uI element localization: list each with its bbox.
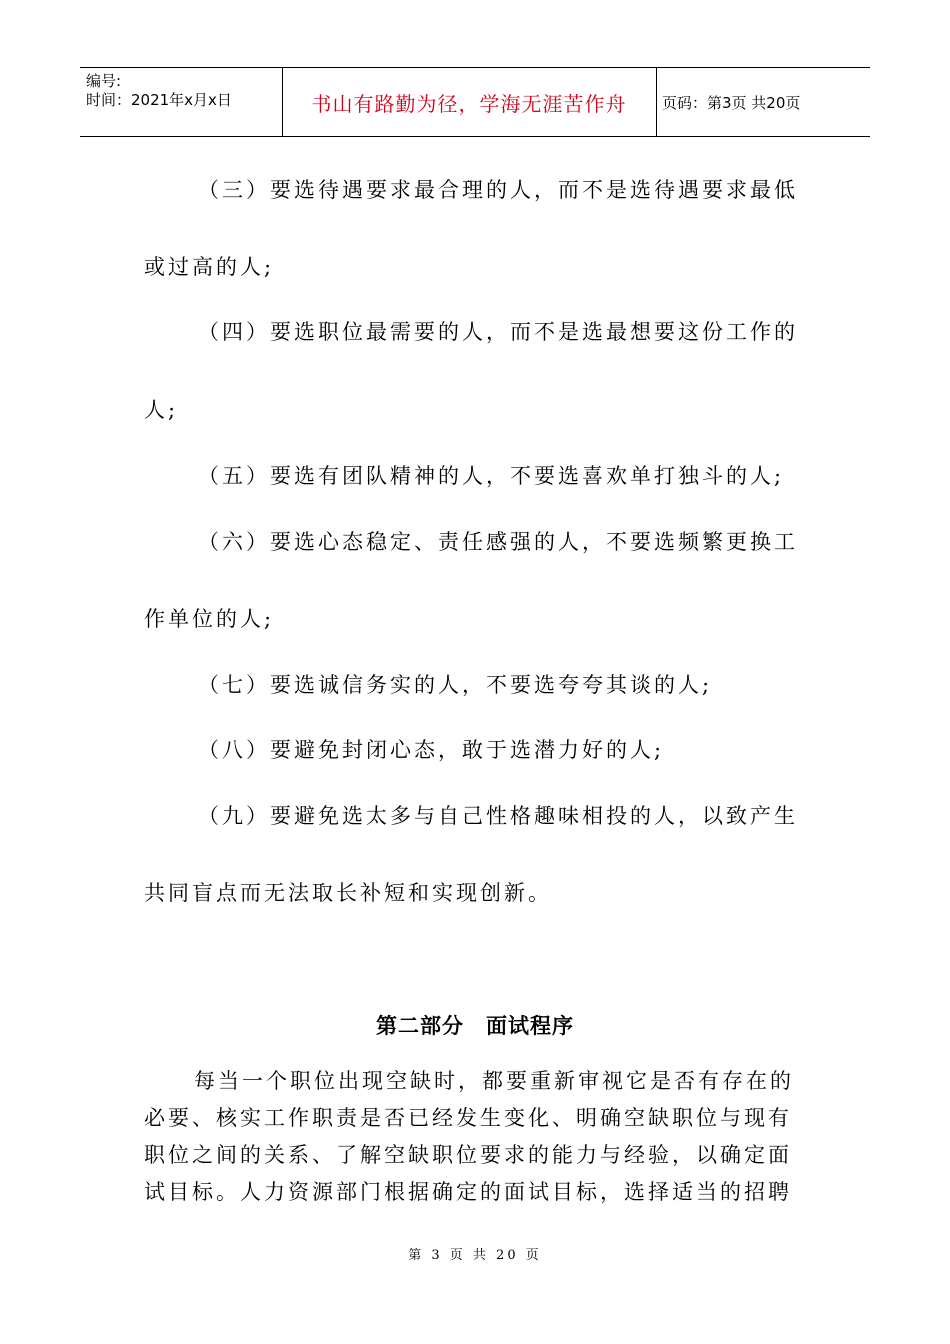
list-item: （五）要选有团队精神的人，不要选喜欢单打独斗的人;: [198, 464, 785, 488]
list-item: （七）要选诚信务实的人，不要选夸夸其谈的人;: [198, 673, 713, 697]
paragraph-line: 试目标。人力资源部门根据确定的面试目标，选择适当的招聘: [144, 1180, 792, 1204]
list-item: （六）要选心态稳定、责任感强的人，不要选频繁更换工: [198, 530, 798, 554]
header-divider: [282, 68, 283, 136]
header-motto: 书山有路勤为径，学海无涯苦作舟: [311, 91, 627, 116]
list-item: （四）要选职位最需要的人，而不是选最想要这份工作的: [198, 320, 798, 344]
list-item: （九）要避免选太多与自己性格趣味相投的人，以致产生: [198, 804, 798, 828]
section-title: 第二部分 面试程序: [376, 1013, 574, 1038]
list-item-continuation: 作单位的人;: [144, 607, 275, 631]
paragraph-line: 必要、核实工作职责是否已经发生变化、明确空缺职位与现有: [144, 1106, 792, 1130]
list-item-continuation: 人;: [144, 398, 179, 422]
header-divider: [656, 68, 657, 136]
header-motto-cell: [284, 68, 654, 136]
paragraph-line: 职位之间的关系、了解空缺职位要求的能力与经验，以确定面: [144, 1143, 792, 1167]
document-time-label: 时间：2021年x月x日: [86, 91, 232, 109]
list-item: （三）要选待遇要求最合理的人，而不是选待遇要求最低: [198, 178, 798, 202]
list-item-continuation: 或过高的人;: [144, 255, 275, 279]
page-footer: 第 3 页 共 20 页: [408, 1248, 542, 1263]
list-item-continuation: 共同盲点而无法取长补短和实现创新。: [144, 881, 552, 905]
page-header: [80, 67, 870, 137]
header-page-cell: [658, 68, 870, 136]
header-meta-cell: [80, 68, 282, 136]
document-number-label: 编号:: [86, 72, 122, 90]
list-item: （八）要避免封闭心态，敢于选潜力好的人;: [198, 738, 665, 762]
header-page-info: 页码：第3页 共20页: [662, 93, 801, 112]
paragraph-line: 每当一个职位出现空缺时，都要重新审视它是否有存在的: [194, 1069, 794, 1093]
